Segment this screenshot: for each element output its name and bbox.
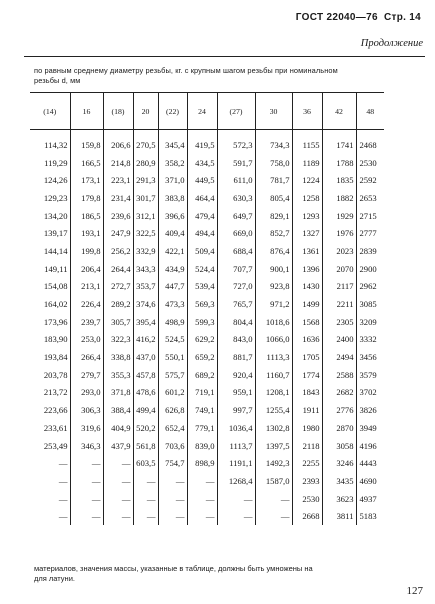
table-cell: 611,0 xyxy=(217,171,255,189)
table-cell: 1980 xyxy=(292,419,322,437)
table-cell: 707,7 xyxy=(217,260,255,278)
table-cell: 524,4 xyxy=(187,260,217,278)
table-row xyxy=(30,419,384,437)
table-row xyxy=(30,348,384,366)
table-cell: 1774 xyxy=(292,366,322,384)
table-cell: 319,6 xyxy=(70,419,103,437)
table-cell: 437,0 xyxy=(133,348,158,366)
table-cell: 2530 xyxy=(356,154,384,172)
table-cell: 971,2 xyxy=(255,295,292,313)
column-header: 30 xyxy=(255,93,292,130)
table-cell: 301,7 xyxy=(133,189,158,207)
table-cell: 1208,1 xyxy=(255,384,292,402)
table-cell: 2777 xyxy=(356,224,384,242)
table-cell: 437,9 xyxy=(103,437,133,455)
table-cell: 1293 xyxy=(292,207,322,225)
table-cell: 346,3 xyxy=(70,437,103,455)
table-cell: 226,4 xyxy=(70,295,103,313)
footer-line-2: для латуни. xyxy=(34,574,75,583)
table-cell: 1155 xyxy=(292,130,322,154)
column-header: (22) xyxy=(158,93,187,130)
table-cell: 1499 xyxy=(292,295,322,313)
table-cell: 193,84 xyxy=(43,352,68,363)
table-cell: 4196 xyxy=(356,437,384,455)
table-row xyxy=(30,189,384,207)
table-row xyxy=(30,207,384,225)
table-cell: 270,5 xyxy=(133,130,158,154)
table-cell: 3209 xyxy=(356,313,384,331)
table-cell: 231,4 xyxy=(103,189,133,207)
table-row xyxy=(30,366,384,384)
table-cell: 1397,5 xyxy=(255,437,292,455)
table-cell: 154,08 xyxy=(43,281,68,292)
table-cell: 371,0 xyxy=(158,171,187,189)
table-cell: 114,32 xyxy=(44,139,68,150)
table-cell: 253,0 xyxy=(70,331,103,349)
table-cell: 1066,0 xyxy=(255,331,292,349)
table-cell: 173,96 xyxy=(43,316,68,327)
table-cell: 159,8 xyxy=(70,130,103,154)
table-cell: 291,3 xyxy=(133,171,158,189)
table-cell: 1224 xyxy=(292,171,322,189)
table-cell: 876,4 xyxy=(255,242,292,260)
table-cell: 1843 xyxy=(292,384,322,402)
table-cell: — xyxy=(103,507,133,525)
table-row xyxy=(30,507,384,525)
table-cell: 779,1 xyxy=(187,419,217,437)
table-row xyxy=(30,313,384,331)
table-cell: 388,4 xyxy=(103,401,133,419)
table-cell: 179,8 xyxy=(70,189,103,207)
table-row xyxy=(30,331,384,349)
table-cell: 345,4 xyxy=(158,130,187,154)
table-cell: 494,4 xyxy=(187,224,217,242)
table-cell: 129,23 xyxy=(43,192,68,203)
table-cell: 2653 xyxy=(356,189,384,207)
column-header: (14) xyxy=(30,93,70,130)
table-row xyxy=(30,490,384,508)
table-cell: 404,9 xyxy=(103,419,133,437)
table-cell: 3332 xyxy=(356,331,384,349)
table-cell: 139,17 xyxy=(43,228,68,239)
table-cell: 279,7 xyxy=(70,366,103,384)
table-cell: 569,3 xyxy=(187,295,217,313)
table-cell: 659,2 xyxy=(187,348,217,366)
table-cell: 206,4 xyxy=(70,260,103,278)
table-cell: 3949 xyxy=(356,419,384,437)
table-cell: 3085 xyxy=(356,295,384,313)
table-cell: 599,3 xyxy=(187,313,217,331)
table-cell: — xyxy=(58,511,68,522)
table-cell: 374,6 xyxy=(133,295,158,313)
table-cell: 829,1 xyxy=(255,207,292,225)
table-cell: 1268,4 xyxy=(217,472,255,490)
table-cell: 479,4 xyxy=(187,207,217,225)
table-cell: 2682 xyxy=(322,384,356,402)
table-cell: 4937 xyxy=(356,490,384,508)
table-row xyxy=(30,154,384,172)
table-cell: — xyxy=(217,507,255,525)
table-cell: 2070 xyxy=(322,260,356,278)
table-cell: 900,1 xyxy=(255,260,292,278)
table-cell: 1929 xyxy=(322,207,356,225)
table-cell: 603,5 xyxy=(133,454,158,472)
table-cell: — xyxy=(103,472,133,490)
table-cell: 144,14 xyxy=(43,245,68,256)
table-cell: 1741 xyxy=(322,130,356,154)
table-cell: 134,20 xyxy=(43,210,68,221)
table-cell: 719,1 xyxy=(187,384,217,402)
table-cell: 223,1 xyxy=(103,171,133,189)
table-cell: 253,49 xyxy=(43,440,68,451)
table-cell: 2588 xyxy=(322,366,356,384)
table-cell: 575,7 xyxy=(158,366,187,384)
table-cell: 572,3 xyxy=(217,130,255,154)
table-cell: 419,5 xyxy=(187,130,217,154)
table-cell: 1636 xyxy=(292,331,322,349)
table-cell: 353,7 xyxy=(133,278,158,296)
table-cell: 630,3 xyxy=(217,189,255,207)
table-cell: 920,4 xyxy=(217,366,255,384)
header-rule xyxy=(24,56,425,57)
table-cell: 322,5 xyxy=(133,224,158,242)
table-cell: 2962 xyxy=(356,278,384,296)
table-cell: 3811 xyxy=(322,507,356,525)
table-cell: 689,2 xyxy=(187,366,217,384)
continuation-label: Продолжение xyxy=(360,38,423,49)
table-cell: 306,3 xyxy=(70,401,103,419)
column-header: 24 xyxy=(187,93,217,130)
table-cell: 959,1 xyxy=(217,384,255,402)
table-row xyxy=(30,260,384,278)
table-cell: 3456 xyxy=(356,348,384,366)
table-cell: 1160,7 xyxy=(255,366,292,384)
table-cell: 203,78 xyxy=(43,369,68,380)
table-cell: 852,7 xyxy=(255,224,292,242)
mass-table xyxy=(30,92,384,525)
table-cell: 164,02 xyxy=(43,299,68,310)
table-cell: 343,3 xyxy=(133,260,158,278)
table-cell: — xyxy=(187,472,217,490)
table-cell: 457,8 xyxy=(133,366,158,384)
table-row xyxy=(30,472,384,490)
table-cell: 280,9 xyxy=(133,154,158,172)
table-cell: 626,8 xyxy=(158,401,187,419)
table-cell: 652,4 xyxy=(158,419,187,437)
table-cell: 2839 xyxy=(356,242,384,260)
table-cell: 272,7 xyxy=(103,278,133,296)
table-cell: 183,90 xyxy=(43,334,68,345)
table-cell: 247,9 xyxy=(103,224,133,242)
table-cell: 499,4 xyxy=(133,401,158,419)
table-cell: 2211 xyxy=(322,295,356,313)
table-cell: 754,7 xyxy=(158,454,187,472)
table-cell: 186,5 xyxy=(70,207,103,225)
table-cell: 338,8 xyxy=(103,348,133,366)
table-cell: 781,7 xyxy=(255,171,292,189)
table-cell: 355,3 xyxy=(103,366,133,384)
table-cell: 3246 xyxy=(322,454,356,472)
table-cell: 2255 xyxy=(292,454,322,472)
table-cell: 206,6 xyxy=(103,130,133,154)
table-cell: — xyxy=(70,490,103,508)
table-cell: 498,9 xyxy=(158,313,187,331)
table-cell: 5183 xyxy=(356,507,384,525)
table-cell: — xyxy=(58,475,68,486)
table-row xyxy=(30,295,384,313)
table-cell: 703,6 xyxy=(158,437,187,455)
table-cell: — xyxy=(70,472,103,490)
table-cell: 765,7 xyxy=(217,295,255,313)
column-header: 36 xyxy=(292,93,322,130)
table-cell: 2776 xyxy=(322,401,356,419)
table-cell: 1113,3 xyxy=(255,348,292,366)
table-cell: 843,0 xyxy=(217,331,255,349)
table-caption xyxy=(34,66,424,85)
table-cell: 213,1 xyxy=(70,278,103,296)
table-cell: — xyxy=(158,507,187,525)
table-cell: 1113,7 xyxy=(217,437,255,455)
table-cell: 1327 xyxy=(292,224,322,242)
table-row xyxy=(30,384,384,402)
table-cell: 3579 xyxy=(356,366,384,384)
column-header: 42 xyxy=(322,93,356,130)
table-cell: 289,2 xyxy=(103,295,133,313)
table-cell: 1036,4 xyxy=(217,419,255,437)
table-row xyxy=(30,242,384,260)
table-cell: 2393 xyxy=(292,472,322,490)
table-cell: — xyxy=(103,454,133,472)
table-cell: 264,4 xyxy=(103,260,133,278)
table-cell: 1255,4 xyxy=(255,401,292,419)
table-cell: 561,8 xyxy=(133,437,158,455)
table-cell: 1788 xyxy=(322,154,356,172)
table-cell: 4690 xyxy=(356,472,384,490)
table-cell: 478,6 xyxy=(133,384,158,402)
table-cell: 898,9 xyxy=(187,454,217,472)
table-cell: 649,7 xyxy=(217,207,255,225)
table-cell: 3623 xyxy=(322,490,356,508)
table-cell: 3702 xyxy=(356,384,384,402)
table-cell: 1911 xyxy=(292,401,322,419)
table-cell: — xyxy=(70,454,103,472)
table-cell: 601,2 xyxy=(158,384,187,402)
table-cell: 1705 xyxy=(292,348,322,366)
footer-note xyxy=(34,564,429,584)
table-cell: 1191,1 xyxy=(217,454,255,472)
table-cell: 1018,6 xyxy=(255,313,292,331)
table-cell: 2305 xyxy=(322,313,356,331)
table-cell: — xyxy=(103,490,133,508)
table-cell: — xyxy=(158,490,187,508)
table-cell: 688,4 xyxy=(217,242,255,260)
table-cell: 322,3 xyxy=(103,331,133,349)
caption-line-1: по равным среднему диаметру резьбы, кг. с крупным шагом резьбы при номинальном xyxy=(34,66,338,75)
table-cell: — xyxy=(133,507,158,525)
table-cell: — xyxy=(58,493,68,504)
table-cell: 1492,3 xyxy=(255,454,292,472)
table-cell: — xyxy=(58,458,68,469)
table-cell: 149,11 xyxy=(44,263,68,274)
table-cell: 1189 xyxy=(292,154,322,172)
table-cell: 293,0 xyxy=(70,384,103,402)
table-cell: — xyxy=(255,490,292,508)
caption-line-2: резьбы d, мм xyxy=(34,75,81,85)
table-cell: 749,1 xyxy=(187,401,217,419)
footer-line-1: материалов, значения массы, указанные в таблице, должны быть умножены на xyxy=(34,564,313,573)
table-cell: 1302,8 xyxy=(255,419,292,437)
table-cell: 2118 xyxy=(292,437,322,455)
table-cell: 539,4 xyxy=(187,278,217,296)
column-header: 20 xyxy=(133,93,158,130)
table-cell: 119,29 xyxy=(44,157,68,168)
table-cell: 2715 xyxy=(356,207,384,225)
table-cell: 758,0 xyxy=(255,154,292,172)
table-cell: 3826 xyxy=(356,401,384,419)
table-cell: 124,26 xyxy=(43,175,68,186)
table-cell: 199,8 xyxy=(70,242,103,260)
table-cell: 1882 xyxy=(322,189,356,207)
table-row xyxy=(30,454,384,472)
table-cell: 2468 xyxy=(356,130,384,154)
table-header-row xyxy=(30,93,384,130)
table-cell: 997,7 xyxy=(217,401,255,419)
table-cell: 312,1 xyxy=(133,207,158,225)
table-cell: 193,1 xyxy=(70,224,103,242)
table-cell: 509,4 xyxy=(187,242,217,260)
table-cell: 881,7 xyxy=(217,348,255,366)
column-header: 48 xyxy=(356,93,384,130)
table-row xyxy=(30,437,384,455)
table-cell: — xyxy=(70,507,103,525)
table-cell: 447,7 xyxy=(158,278,187,296)
table-cell: 434,9 xyxy=(158,260,187,278)
table-cell: — xyxy=(217,490,255,508)
table-cell: 233,61 xyxy=(43,422,68,433)
table-cell: — xyxy=(255,507,292,525)
table-cell: 239,6 xyxy=(103,207,133,225)
table-cell: 839,0 xyxy=(187,437,217,455)
table-cell: 2117 xyxy=(322,278,356,296)
table-cell: 2668 xyxy=(292,507,322,525)
table-cell: 416,2 xyxy=(133,331,158,349)
table-cell: 923,8 xyxy=(255,278,292,296)
table-cell: 520,2 xyxy=(133,419,158,437)
table-cell: 166,5 xyxy=(70,154,103,172)
column-header: (27) xyxy=(217,93,255,130)
table-cell: 2023 xyxy=(322,242,356,260)
table-cell: 2900 xyxy=(356,260,384,278)
page-label: Стр. 14 xyxy=(383,12,421,23)
table-cell: 1587,0 xyxy=(255,472,292,490)
table-cell: 266,4 xyxy=(70,348,103,366)
table-cell: 305,7 xyxy=(103,313,133,331)
table-cell: 2400 xyxy=(322,331,356,349)
standard-number: ГОСТ 22040—76 xyxy=(295,12,378,23)
column-header: (18) xyxy=(103,93,133,130)
table-cell: 1396 xyxy=(292,260,322,278)
table-cell: 805,4 xyxy=(255,189,292,207)
table-cell: 371,8 xyxy=(103,384,133,402)
table-row xyxy=(30,278,384,296)
table-cell: 2530 xyxy=(292,490,322,508)
table-cell: 2592 xyxy=(356,171,384,189)
table-cell: 223,66 xyxy=(43,405,68,416)
table-cell: 1361 xyxy=(292,242,322,260)
table-row xyxy=(30,171,384,189)
table-cell: 804,4 xyxy=(217,313,255,331)
table-cell: 409,4 xyxy=(158,224,187,242)
table-body xyxy=(30,130,384,526)
table-cell: 1568 xyxy=(292,313,322,331)
table-cell: 1258 xyxy=(292,189,322,207)
table-cell: 3058 xyxy=(322,437,356,455)
table-cell: 213,72 xyxy=(43,387,68,398)
page-header xyxy=(296,12,421,23)
table-cell: 550,1 xyxy=(158,348,187,366)
table-cell: — xyxy=(187,507,217,525)
table-cell: — xyxy=(158,472,187,490)
table-cell: 332,9 xyxy=(133,242,158,260)
table-cell: — xyxy=(133,472,158,490)
table-cell: 629,2 xyxy=(187,331,217,349)
table-row xyxy=(30,224,384,242)
table-cell: 173,1 xyxy=(70,171,103,189)
table-cell: 214,8 xyxy=(103,154,133,172)
table-cell: 524,5 xyxy=(158,331,187,349)
table-cell: 358,2 xyxy=(158,154,187,172)
table-cell: 383,8 xyxy=(158,189,187,207)
table-cell: 2494 xyxy=(322,348,356,366)
table-cell: 727,0 xyxy=(217,278,255,296)
table-cell: 239,7 xyxy=(70,313,103,331)
table-cell: 464,4 xyxy=(187,189,217,207)
table-cell: 256,2 xyxy=(103,242,133,260)
column-header: 16 xyxy=(70,93,103,130)
table-cell: 434,5 xyxy=(187,154,217,172)
table-row xyxy=(30,401,384,419)
table-cell: — xyxy=(187,490,217,508)
table-cell: 1976 xyxy=(322,224,356,242)
table-cell: 473,3 xyxy=(158,295,187,313)
table-cell: 734,3 xyxy=(255,130,292,154)
table-cell: — xyxy=(133,490,158,508)
table-row xyxy=(30,130,384,154)
table-cell: 449,5 xyxy=(187,171,217,189)
table-cell: 591,7 xyxy=(217,154,255,172)
table-cell: 2870 xyxy=(322,419,356,437)
table-cell: 1430 xyxy=(292,278,322,296)
table-cell: 4443 xyxy=(356,454,384,472)
table-cell: 395,4 xyxy=(133,313,158,331)
table-cell: 1835 xyxy=(322,171,356,189)
table-cell: 422,1 xyxy=(158,242,187,260)
page-number: 127 xyxy=(406,585,423,597)
table-cell: 396,6 xyxy=(158,207,187,225)
table-cell: 669,0 xyxy=(217,224,255,242)
table-cell: 3435 xyxy=(322,472,356,490)
